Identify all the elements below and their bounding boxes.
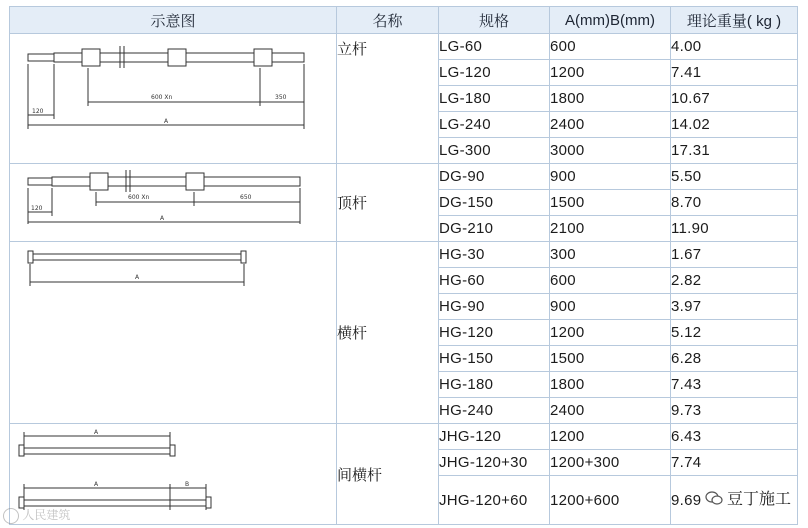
brand-badge [702,485,794,510]
spec-cell: LG-240 [439,112,550,138]
weight-cell: 9.69 [671,476,798,525]
ab-cell: 600 [550,268,671,294]
wechat-icon [705,491,723,505]
ab-cell: 2400 [550,112,671,138]
table-row [10,242,798,268]
ab-cell: 900 [550,164,671,190]
spec-cell: JHG-120 [439,424,550,450]
spec-table [9,6,798,525]
table-row [10,34,798,60]
diagram-top-pole [10,164,337,242]
ab-cell: 600 [550,34,671,60]
dim-label: 350 [275,94,287,101]
watermark-icon [3,508,19,524]
weight-cell: 3.97 [671,294,798,320]
weight-cell: 6.28 [671,346,798,372]
spec-cell: LG-60 [439,34,550,60]
weight-cell: 6.43 [671,424,798,450]
spec-cell: HG-30 [439,242,550,268]
ab-cell: 2100 [550,216,671,242]
ab-cell: 1200 [550,320,671,346]
spec-cell: DG-90 [439,164,550,190]
ab-cell: 2400 [550,398,671,424]
weight-cell: 5.50 [671,164,798,190]
group-name: 横杆 [337,242,439,424]
ab-cell: 1800 [550,372,671,398]
group-name: 顶杆 [337,164,439,242]
diagram-horizontal-bar [10,242,337,424]
spec-cell: HG-180 [439,372,550,398]
header-diagram: 示意图 [10,7,337,34]
spec-cell: HG-240 [439,398,550,424]
ab-cell: 1800 [550,86,671,112]
ab-cell: 300 [550,242,671,268]
top-pole-drawing [10,164,337,238]
watermark-text: 人民建筑 [22,508,71,522]
horizontal-bar-drawing [10,242,337,302]
spec-cell: HG-150 [439,346,550,372]
weight-cell: 7.43 [671,372,798,398]
dim-label: 600 Xn [128,194,150,201]
weight-cell: 5.12 [671,320,798,346]
ab-cell: 3000 [550,138,671,164]
dim-label: B [185,481,190,488]
group-name: 间横杆 [337,424,439,525]
dim-label: 600 Xn [151,94,173,101]
spec-cell: LG-300 [439,138,550,164]
weight-cell: 4.00 [671,34,798,60]
dim-label: A [94,481,99,488]
ab-cell: 1200 [550,424,671,450]
group-name: 立杆 [337,34,439,164]
dim-label: A [94,429,99,436]
spec-cell: JHG-120+60 [439,476,550,525]
weight-cell: 11.90 [671,216,798,242]
weight-cell: 7.74 [671,450,798,476]
header-spec: 规格 [439,7,550,34]
weight-cell: 14.02 [671,112,798,138]
ab-cell: 1200+600 [550,476,671,525]
weight-cell: 17.31 [671,138,798,164]
spec-cell: HG-60 [439,268,550,294]
dim-label: A [135,274,140,281]
dim-label: A [160,215,165,222]
header-name: 名称 [337,7,439,34]
weight-cell: 8.70 [671,190,798,216]
ab-cell: 1500 [550,190,671,216]
ab-cell: 900 [550,294,671,320]
header-row [10,7,798,34]
spec-cell: HG-120 [439,320,550,346]
spec-cell: DG-210 [439,216,550,242]
brand-label: 豆丁施工 [726,489,791,508]
dim-label: 120 [31,205,43,212]
spec-cell: JHG-120+30 [439,450,550,476]
watermark [0,506,120,528]
dim-label: 120 [32,108,44,115]
ab-cell: 1200+300 [550,450,671,476]
weight-cell: 10.67 [671,86,798,112]
spec-cell: HG-90 [439,294,550,320]
table-row [10,164,798,190]
spec-cell: LG-180 [439,86,550,112]
spec-cell: LG-120 [439,60,550,86]
vertical-pole-drawing [10,34,337,159]
spec-cell: DG-150 [439,190,550,216]
ab-cell: 1200 [550,60,671,86]
weight-cell: 1.67 [671,242,798,268]
header-weight: 理论重量( kg ) [671,7,798,34]
ab-cell: 1500 [550,346,671,372]
weight-cell: 7.41 [671,60,798,86]
weight-cell: 9.73 [671,398,798,424]
dim-label: 650 [240,194,252,201]
header-dimensions: A(mm)B(mm) [550,7,671,34]
dim-label: A [164,118,169,125]
weight-cell: 2.82 [671,268,798,294]
diagram-vertical-pole [10,34,337,164]
table-row [10,424,798,450]
